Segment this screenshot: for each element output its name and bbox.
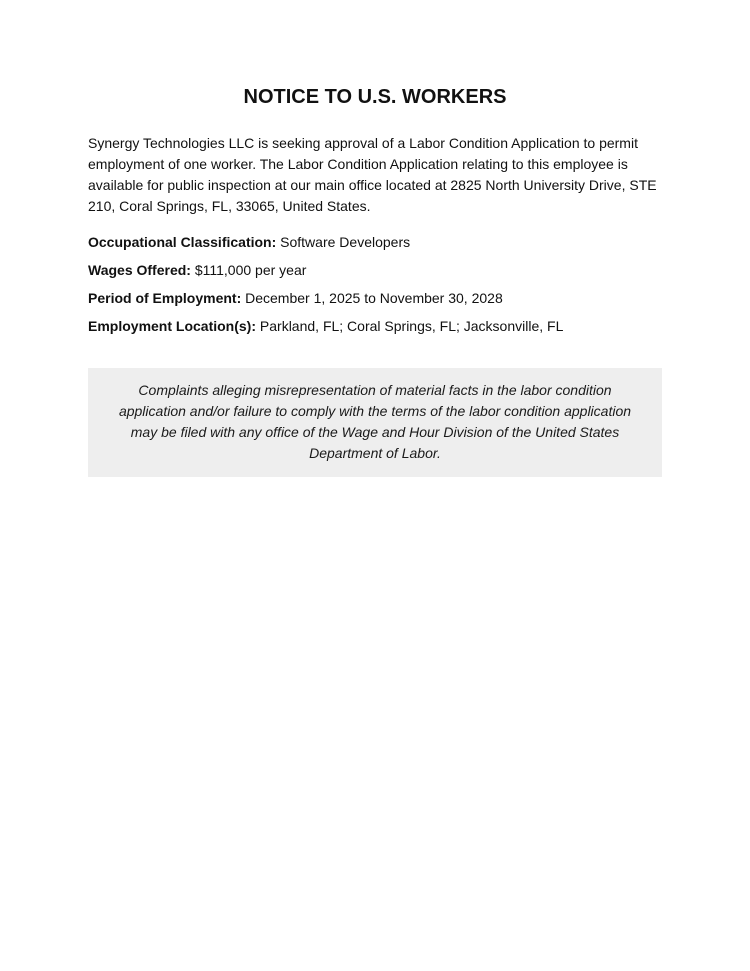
detail-occupational-classification: [88, 232, 662, 253]
detail-label: Wages Offered:: [88, 262, 191, 278]
detail-value: Parkland, FL; Coral Springs, FL; Jacksonville, FL: [259, 318, 564, 334]
detail-value: Software Developers: [280, 234, 411, 250]
detail-value: $111,000 per year: [194, 262, 307, 278]
intro-paragraph: Synergy Technologies LLC is seeking approval of a Labor Condition Application to permit employment of one worker. The Labor Condition Application relating to this employee is available for public inspection at our main office located at 2825 North University Drive, STE 210, Coral Springs, FL, 33065, United States.: [88, 135, 657, 214]
document-content: [88, 0, 662, 477]
detail-label: Employment Location(s):: [88, 318, 257, 334]
detail-label: Occupational Classification:: [88, 234, 277, 250]
detail-wages-offered: [88, 260, 662, 281]
detail-period-of-employment: [88, 288, 662, 309]
complaint-notice-text: Complaints alleging misrepresentation of material facts in the labor condition application and/or failure to comply with the terms of the labor condition application may be filed with any office of the Wage and Hour Division of the United States Department of Labor.: [118, 382, 632, 461]
detail-employment-locations: [88, 316, 662, 337]
complaint-notice-box: [88, 368, 662, 477]
details-section: [88, 232, 662, 337]
page-title: NOTICE TO U.S. WORKERS: [243, 86, 507, 108]
detail-value: December 1, 2025 to November 30, 2028: [245, 290, 503, 306]
detail-label: Period of Employment:: [88, 290, 242, 306]
